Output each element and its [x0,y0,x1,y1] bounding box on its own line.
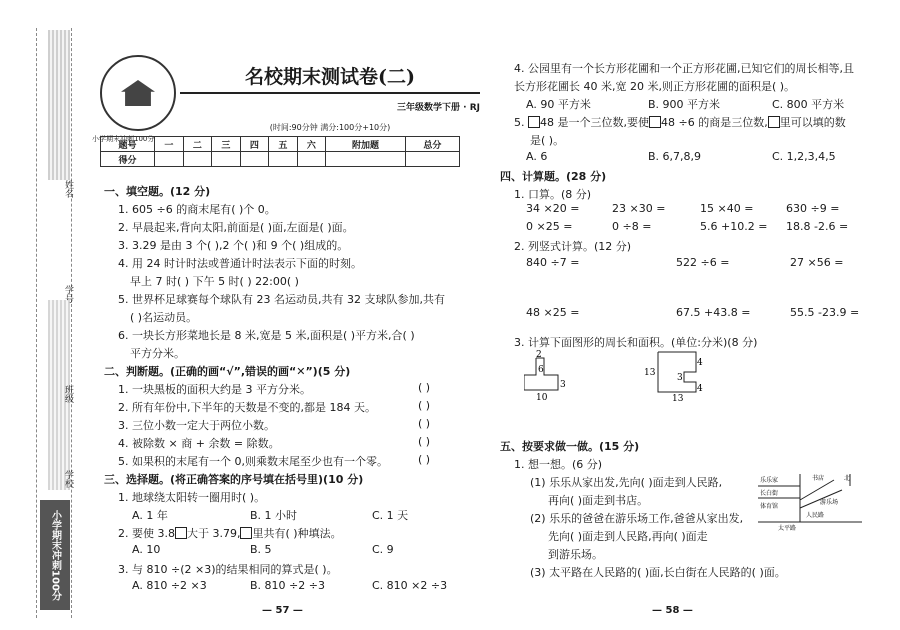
strip-logo: 小学期末冲刺100分 [40,500,70,610]
question-text: ( )名运动员。 [130,311,198,324]
score-header-row [101,137,460,152]
question-text: 再向( )面走到书店。 [548,494,649,507]
score-cell: 三 [212,137,241,152]
choice-b: B. 1 小时 [250,509,298,522]
question-text: 1. 一块黑板的面积大约是 3 平方分米。 [118,383,311,396]
score-row-label: 得分 [101,152,155,167]
question-text: 4. 被除数 × 商 + 余数 = 除数。 [118,437,280,450]
choice-c: C. 1,2,3,4,5 [772,150,836,163]
score-cell: 四 [240,137,269,152]
question-text: 3. 3.29 是由 3 个( ),2 个( )和 9 个( )组成的。 [118,239,349,252]
choice-b: B. 900 平方米 [648,98,721,111]
answer-box[interactable] [768,116,780,128]
name-label: 姓名 [63,180,73,198]
question-text: 先向( )面走到人民路,再向( )面走 [548,530,708,543]
score-table [100,136,460,167]
question-text: 5. 如果积的末尾有一个 0,则乘数末尾至少也有一个零。 [118,455,388,468]
map-gym-label: 体育馆 [760,503,779,510]
score-input[interactable] [155,152,184,167]
question-part: 48 是一个三位数,要使 [540,116,649,129]
score-cell: 五 [269,137,298,152]
t-shape-figure [524,350,578,402]
question-text: 5. 世界杯足球赛每个球队有 23 名运动员,共有 32 支球队参加,共有 [118,293,445,306]
binding-strip-pattern-top [48,30,70,180]
section-practice: 五、按要求做一做。(15 分) [500,440,640,453]
question-text: (2) 乐乐的爸爸在游乐场工作,爸爸从家出发, [530,512,744,525]
question-text: 1. 想一想。(6 分) [514,458,603,471]
section-fill-blank: 一、填空题。(12 分) [104,185,211,198]
choice-b: B. 810 ÷2 ÷3 [250,579,325,592]
question-text: 3. 计算下面图形的周长和面积。(单位:分米)(8 分) [514,336,758,349]
answer-box[interactable] [240,527,252,539]
oral-item: 23 ×30 = [612,202,666,215]
fig2-left-label: 13 [644,368,656,378]
choice-c: C. 810 ×2 ÷3 [372,579,448,592]
oral-item: 0 ÷8 = [612,220,652,233]
question-text: 长方形花圃长 40 米,宽 20 米,则正方形花圃的面积是( )。 [514,80,796,93]
score-cell: 一 [155,137,184,152]
question-text: 6. 一块长方形菜地长是 8 米,宽是 5 米,面积是( )平方米,合( ) [118,329,415,342]
score-input[interactable] [326,152,406,167]
question-text: 4. 公园里有一个长方形花圃和一个正方形花圃,已知它们的周长相等,且 [514,62,854,75]
score-cell: 总分 [405,137,459,152]
judge-answer-paren[interactable]: ( ) [418,417,431,430]
question-text: 3. 三位小数一定大于两位小数。 [118,419,275,432]
grade-label: 三年级数学下册 · RJ [397,103,480,113]
score-cell: 二 [183,137,212,152]
question-text: 是( )。 [530,134,565,147]
answer-box[interactable] [649,116,661,128]
fig2-bottom-right-label: 4 [697,384,703,394]
question-text [118,525,342,541]
fig1-top-label: 2 [536,350,542,360]
question-text: 2. 早晨起来,背向太阳,前面是( )面,左面是( )面。 [118,221,354,234]
map-home-label: 乐乐家 [760,477,779,484]
question-part: 5. [514,116,525,129]
oral-item: 15 ×40 = [700,202,754,215]
choice-c: C. 1 天 [372,509,409,522]
question-text: 1. 口算。(8 分) [514,188,592,201]
score-input[interactable] [212,152,241,167]
choice-c: C. 800 平方米 [772,98,845,111]
judge-answer-paren[interactable]: ( ) [418,435,431,448]
section-calculation: 四、计算题。(28 分) [500,170,607,183]
fig2-top-right-label: 4 [697,358,703,368]
score-cell: 题号 [101,137,155,152]
street-map [758,470,866,532]
score-input[interactable] [240,152,269,167]
question-text: 4. 用 24 时计时法或普通计时法表示下面的时刻。 [118,257,362,270]
score-input[interactable] [269,152,298,167]
section-choice: 三、选择题。(将正确答案的序号填在括号里)(10 分) [104,473,364,486]
question-text: 早上 7 时( ) 下午 5 时( ) 22:00( ) [130,275,299,288]
section-judgement: 二、判断题。(正确的画“√”,错误的画“✕”)(5 分) [104,365,351,378]
choice-a: A. 90 平方米 [526,98,591,111]
map-park-label: 游乐场 [820,499,839,506]
vertical-item: 48 ×25 = [526,306,580,319]
question-part: 里共有( )种填法。 [252,527,342,540]
vertical-item: 840 ÷7 = [526,256,580,269]
oral-item: 0 ×25 = [526,220,573,233]
page-number-left: — 57 — [262,605,303,616]
vertical-item: 522 ÷6 = [676,256,730,269]
choice-b: B. 6,7,8,9 [648,150,702,163]
map-bookstore-label: 书店 [812,475,825,482]
choice-a: A. 810 ÷2 ×3 [132,579,207,592]
title-underline [180,92,480,94]
question-part: 48 ÷6 的商是三位数, [661,116,768,129]
judge-answer-paren[interactable]: ( ) [418,381,431,394]
question-text: 1. 605 ÷6 的商末尾有( )个 0。 [118,203,276,216]
fig2-base-label: 13 [672,394,684,402]
time-info: (时间:90分钟 满分:100分+10分) [269,123,391,132]
score-cell: 附加题 [326,137,406,152]
vertical-item: 27 ×56 = [790,256,844,269]
answer-box[interactable] [528,116,540,128]
fig1-stem-label: 6 [538,365,544,375]
score-input[interactable] [405,152,459,167]
score-value-row [101,152,460,167]
oral-item: 34 ×20 = [526,202,580,215]
choice-b: B. 5 [250,543,272,556]
question-part: 2. 要使 3.8 [118,527,175,540]
question-text [514,114,846,130]
square-notch-figure [644,350,704,402]
question-text: (1) 乐乐从家出发,先向( )面走到人民路, [530,476,723,489]
question-text: 1. 地球绕太阳转一圈用时( )。 [118,491,266,504]
question-text: (3) 太平路在人民路的( )面,长白街在人民路的( )面。 [530,566,786,579]
answer-box[interactable] [175,527,187,539]
vertical-item: 55.5 -23.9 = [790,306,860,319]
score-cell: 六 [297,137,326,152]
oral-item: 18.8 -2.6 = [786,220,849,233]
fig1-side-label: 3 [560,380,566,390]
question-part: 大于 3.79, [186,527,241,540]
map-changbai-label: 长白街 [760,490,779,497]
logo-text: 小学期末冲刺100分 [92,135,155,143]
choice-a: A. 10 [132,543,161,556]
choice-a: A. 6 [526,150,548,163]
map-north-label: 北 [844,475,851,482]
judge-answer-paren[interactable]: ( ) [418,453,431,466]
question-text: 平方分米。 [130,347,185,360]
house-icon [121,80,155,106]
judge-answer-paren[interactable]: ( ) [418,399,431,412]
page-title: 名校期末测试卷(二) [245,66,415,88]
brand-logo [100,55,176,131]
vertical-item: 67.5 +43.8 = [676,306,751,319]
score-input[interactable] [183,152,212,167]
question-part: 里可以填的数 [779,116,846,129]
map-taiping-label: 太平路 [778,525,797,532]
question-text: 2. 所有年份中,下半年的天数是不变的,都是 184 天。 [118,401,376,414]
question-text: 到游乐场。 [548,548,603,561]
oral-item: 5.6 +10.2 = [700,220,768,233]
map-renmin-label: 人民路 [806,512,825,519]
choice-a: A. 1 年 [132,509,168,522]
class-label: 班级 [63,385,73,403]
school-label: 学校 [63,470,73,488]
fig1-base-label: 10 [536,393,548,402]
oral-item: 630 ÷9 = [786,202,840,215]
question-text: 3. 与 810 ÷(2 ×3)的结果相同的算式是( )。 [118,563,338,576]
question-text: 2. 列竖式计算。(12 分) [514,240,632,253]
student-number-label: 学号 [63,285,73,303]
fig2-notch-label: 3 [677,373,683,383]
choice-c: C. 9 [372,543,394,556]
page-number-right: — 58 — [652,605,693,616]
score-input[interactable] [297,152,326,167]
